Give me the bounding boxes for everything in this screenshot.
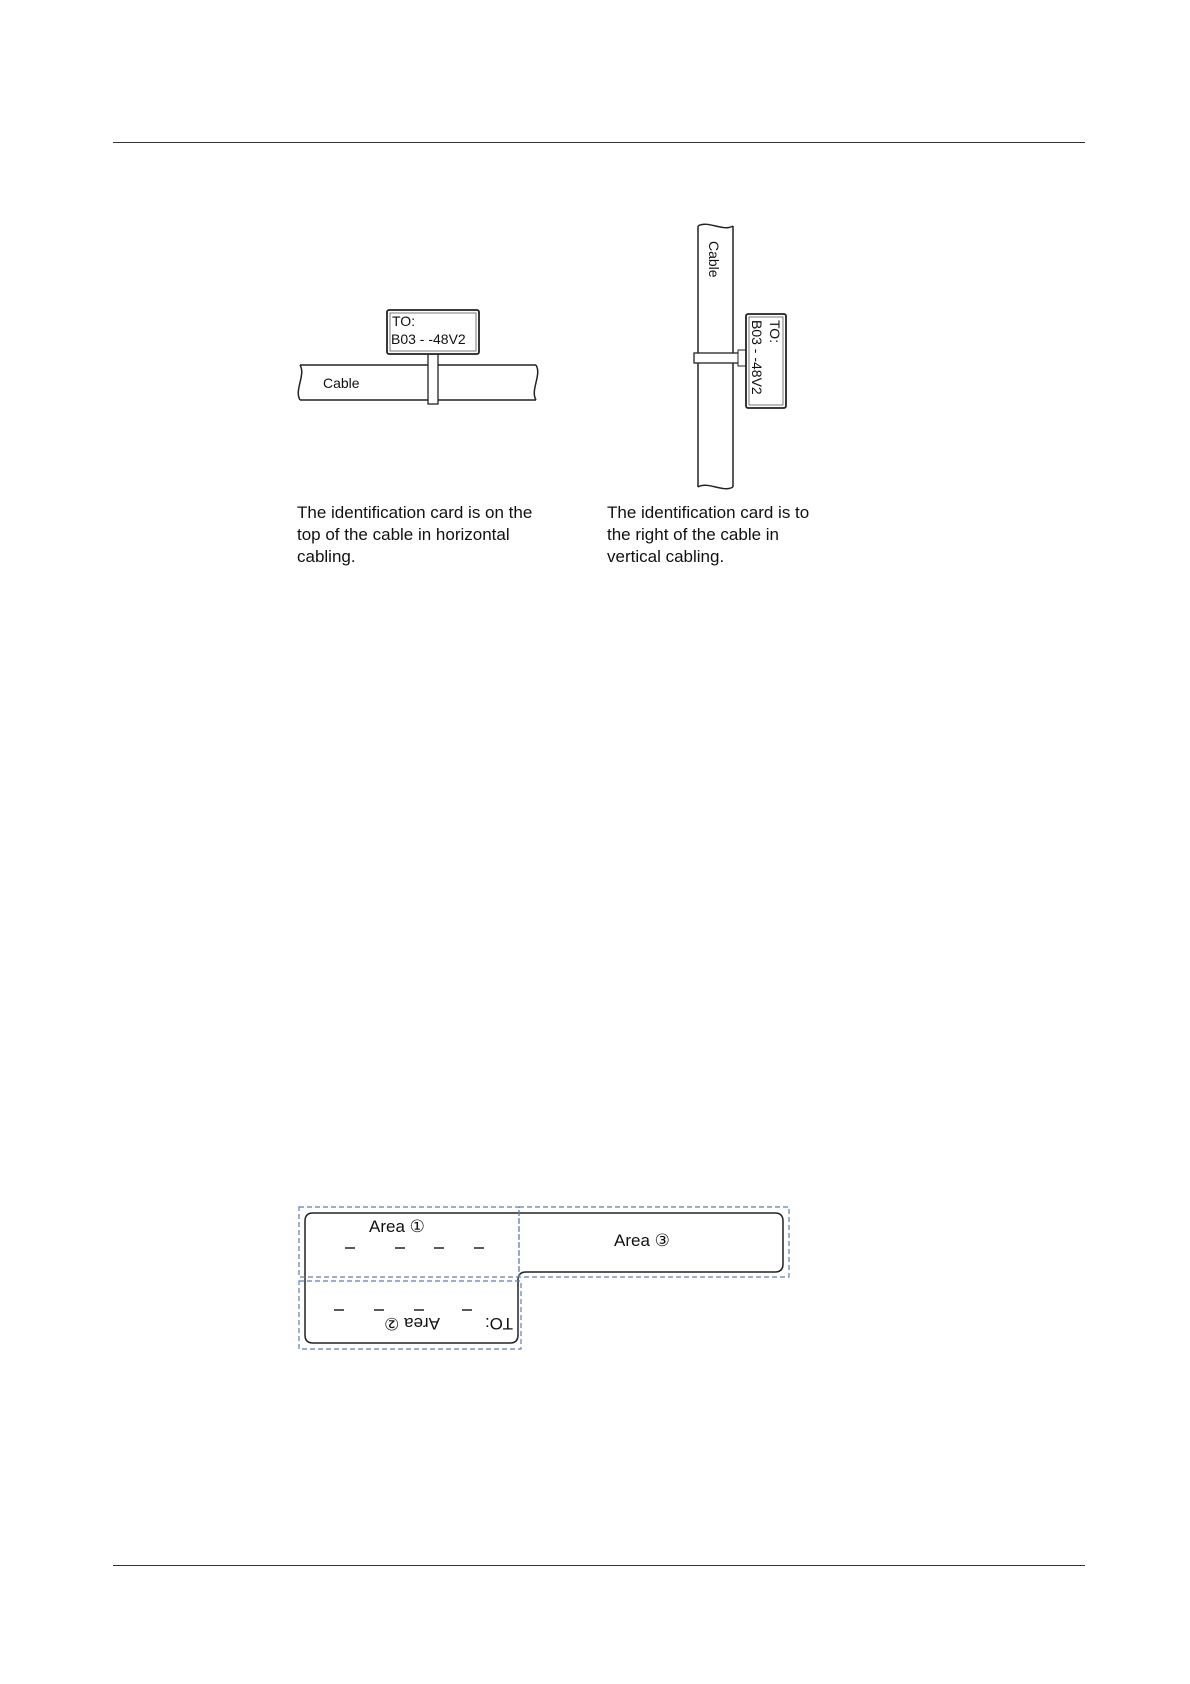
vertical-card-line1: TO: [767,320,783,344]
to-label: TO: [484,1314,513,1333]
horizontal-card-line2: B03 - -48V2 [391,331,466,347]
horizontal-card-line1: TO: [392,313,416,329]
horizontal-caption: The identification card is on the top of the cable in horizontal cabling. [297,503,533,566]
vertical-caption: The identification card is to the right of the cable in vertical cabling. [607,503,810,566]
area1-label: Area ① [369,1217,425,1236]
area2-label: Area ② [384,1314,440,1333]
vertical-cable-label: Cable [706,241,722,278]
horizontal-cable-label: Cable [323,375,360,391]
footer-rule [113,1565,1085,1566]
vertical-card-line2: B03 - -48V2 [749,320,765,395]
area3-label: Area ③ [614,1231,670,1250]
